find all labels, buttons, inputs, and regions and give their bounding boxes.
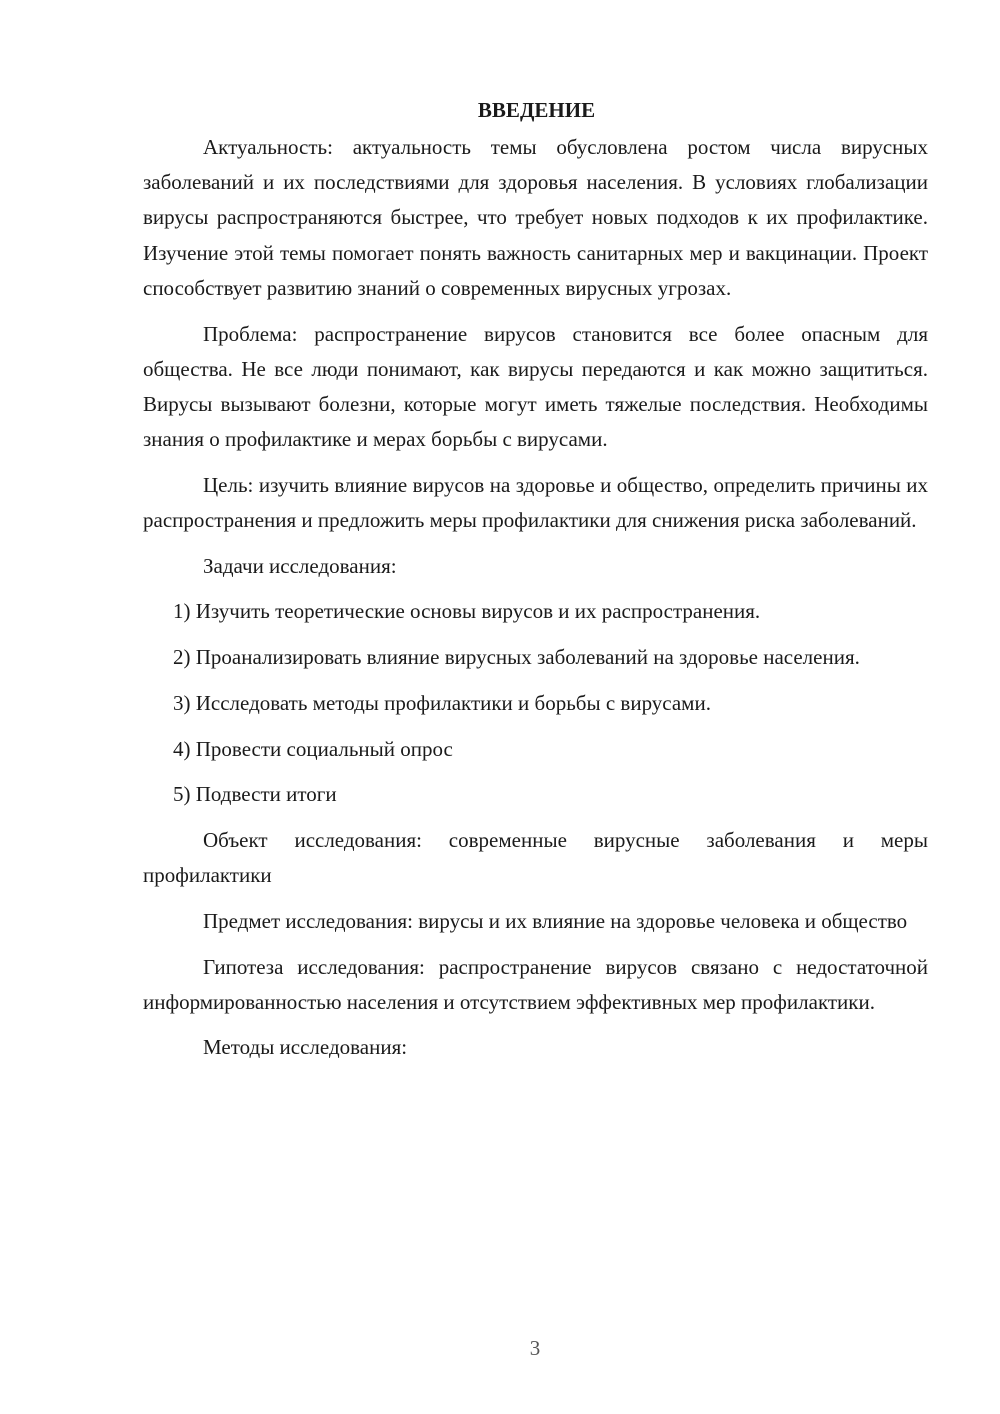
goal-paragraph: Цель: изучить влияние вирусов на здоровье и общество, определить причины их распространения и предложить меры профилактики для снижения риска заболеваний. <box>143 472 928 533</box>
problem-paragraph: Проблема: распространение вирусов становится все более опасным для общества. Не все люди понимают, как вирусы передаются и как можно защититься. Вирусы вызывают болезни, которые могут иметь тяжелые последствия. Необходимы знания о профилактике и мерах борьбы с вирусами. <box>143 321 928 452</box>
document-page <box>143 92 928 1066</box>
task-item: 5) Подвести итоги <box>173 782 337 807</box>
tasks-heading: Задачи исследования: <box>203 553 397 578</box>
task-item: 4) Провести социальный опрос <box>173 736 453 761</box>
subject-paragraph: Предмет исследования: вирусы и их влияние на здоровье человека и общество <box>203 908 908 933</box>
object-paragraph: Объект исследования: современные вирусные заболевания и меры профилактики <box>143 827 928 888</box>
task-item: 2) Проанализировать влияние вирусных заболеваний на здоровье населения. <box>173 645 860 670</box>
task-item: 3) Исследовать методы профилактики и борьбы с вирусами. <box>173 690 711 715</box>
relevance-paragraph: Актуальность: актуальность темы обусловлена ростом числа вирусных заболеваний и их последствиями для здоровья населения. В условиях глобализации вирусы распространяются быстрее, что требует новых подходов к их профилактике. Изучение этой темы помогает понять важность санитарных мер и вакцинации. Проект способствует развитию знаний о современных вирусных угрозах. <box>143 135 928 300</box>
section-title: ВВЕДЕНИЕ <box>477 98 596 122</box>
methods-heading: Методы исследования: <box>203 1035 408 1060</box>
page-number: 3 <box>529 1336 541 1360</box>
hypothesis-paragraph: Гипотеза исследования: распространение вирусов связано с недостаточной информированностью населения и отсутствием эффективных мер профилактики. <box>143 954 928 1014</box>
task-item: 1) Изучить теоретические основы вирусов и их распространения. <box>173 599 761 624</box>
